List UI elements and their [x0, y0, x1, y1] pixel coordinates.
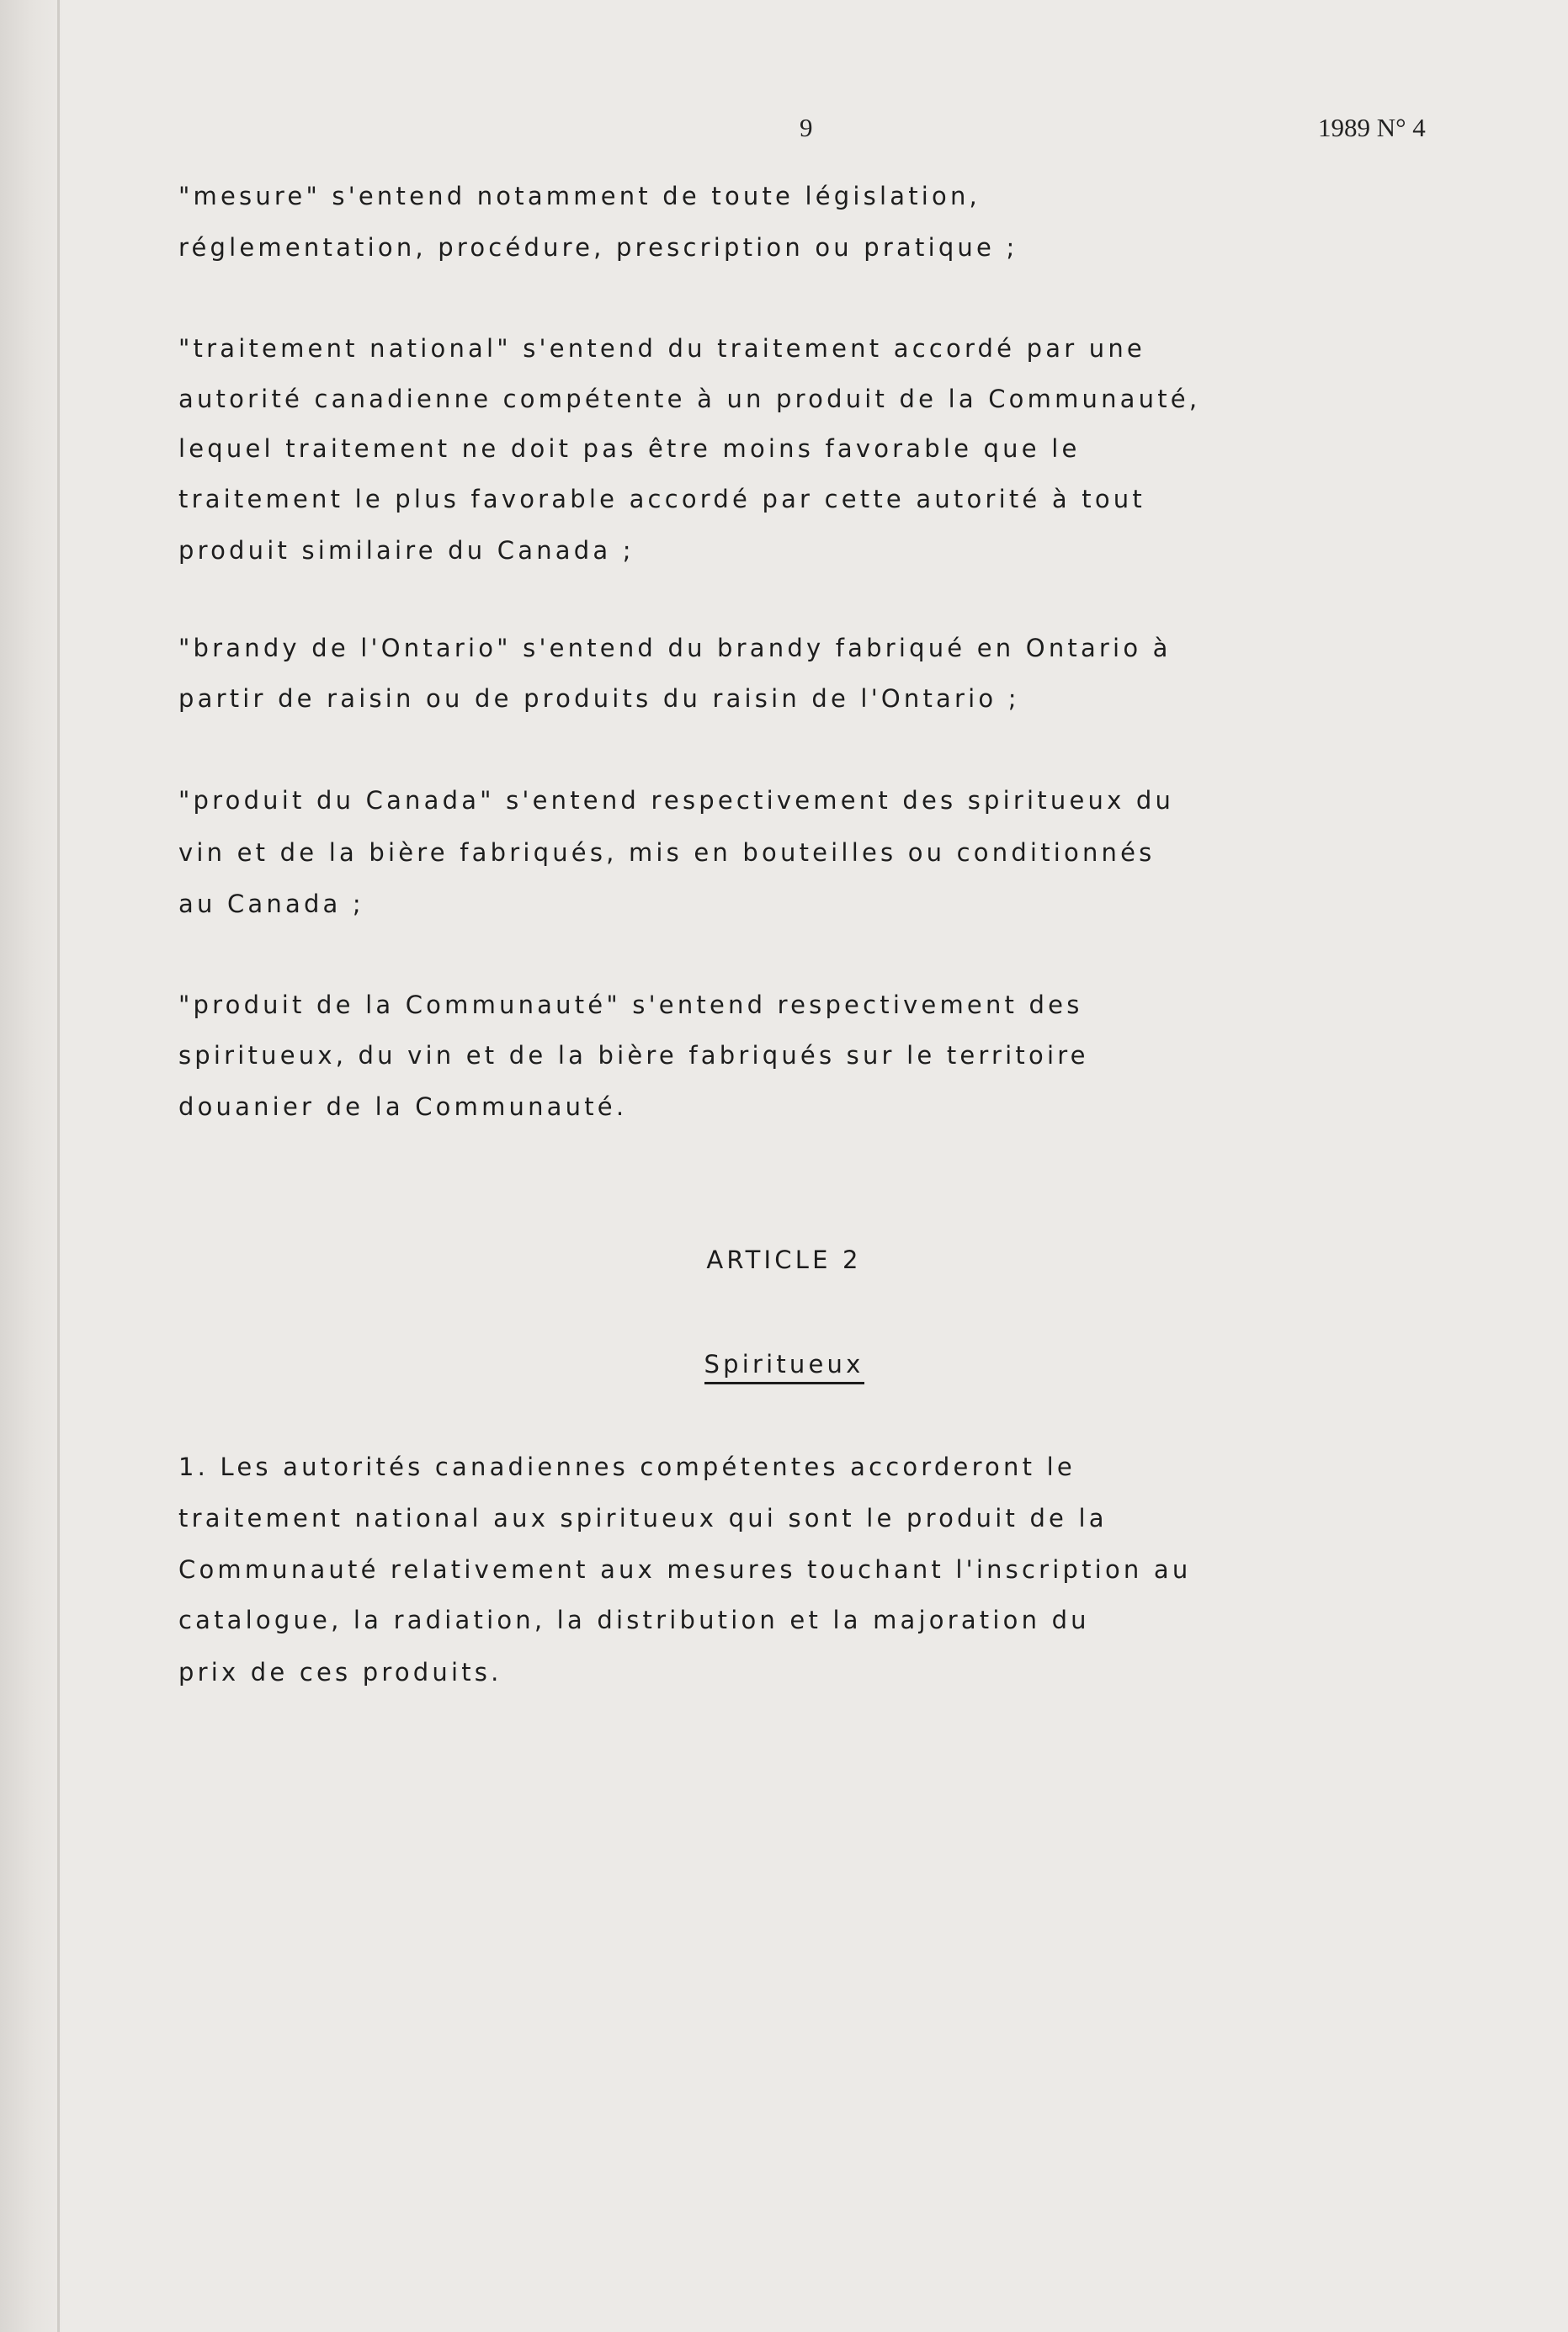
- definition-traitement-line-3: lequel traitement ne doit pas être moins favorable que le: [178, 434, 1081, 463]
- article-title: ARTICLE 2: [706, 1246, 862, 1274]
- paragraph-1-line-2: traitement national aux spiritueux qui sont le produit de la: [178, 1504, 1108, 1533]
- article-subtitle: Spiritueux: [704, 1350, 864, 1384]
- definition-traitement-line-2: autorité canadienne compétente à un produit de la Communauté,: [178, 385, 1201, 413]
- paragraph-1-line-3: Communauté relativement aux mesures touchant l'inscription au: [178, 1555, 1192, 1584]
- definition-produit-canada-line-2: vin et de la bière fabriqués, mis en bouteilles ou conditionnés: [178, 838, 1156, 867]
- definition-produit-canada-line-1: "produit du Canada" s'entend respectivement des spiritueux du: [178, 786, 1175, 815]
- page-number: 9: [800, 113, 813, 142]
- definition-produit-communaute-line-3: douanier de la Communauté.: [178, 1092, 628, 1121]
- paragraph-1-line-1: 1. Les autorités canadiennes compétentes accorderont le: [178, 1453, 1076, 1481]
- definition-produit-canada-line-3: au Canada ;: [178, 890, 364, 918]
- definition-mesure-line-2: réglementation, procédure, prescription ou pratique ;: [178, 233, 1018, 262]
- issue-number: 1989 N° 4: [1318, 113, 1426, 142]
- paragraph-1-line-4: catalogue, la radiation, la distribution et la majoration du: [178, 1606, 1090, 1634]
- definition-produit-communaute-line-2: spiritueux, du vin et de la bière fabriqués sur le territoire: [178, 1041, 1089, 1070]
- binding-edge: [0, 0, 62, 2332]
- definition-mesure-line-1: "mesure" s'entend notamment de toute législation,: [178, 182, 981, 210]
- definition-traitement-line-4: traitement le plus favorable accordé par cette autorité à tout: [178, 485, 1145, 513]
- definition-traitement-line-5: produit similaire du Canada ;: [178, 536, 635, 565]
- definition-traitement-line-1: "traitement national" s'entend du traitement accordé par une: [178, 334, 1145, 363]
- definition-brandy-line-1: "brandy de l'Ontario" s'entend du brandy fabriqué en Ontario à: [178, 634, 1172, 662]
- definition-brandy-line-2: partir de raisin ou de produits du raisin de l'Ontario ;: [178, 684, 1020, 713]
- paragraph-1-line-5: prix de ces produits.: [178, 1658, 502, 1687]
- definition-produit-communaute-line-1: "produit de la Communauté" s'entend respectivement des: [178, 991, 1083, 1019]
- article-subtitle-wrapper: [0, 1350, 1568, 1384]
- binding-line: [57, 0, 60, 2332]
